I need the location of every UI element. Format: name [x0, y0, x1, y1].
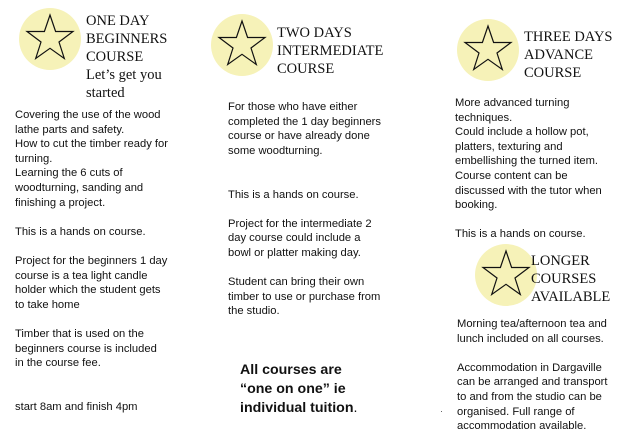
star-icon [462, 23, 514, 75]
course-title-two-days: TWO DAYS INTERMEDIATE COURSE [277, 25, 384, 77]
course-title-longer: LONGER COURSES AVAILABLE [531, 253, 611, 305]
tuition-note: All courses are “one on one” ie individual tuition. [240, 362, 358, 416]
star-icon [216, 18, 268, 70]
course-description-three-days: More advanced turning techniques. Could include a hollow pot, platters, texturing and embellishing the turned item. Course content can be discussed with the tutor when booking. This is a hands on course. [455, 97, 602, 241]
course-title-three-days: THREE DAYS ADVANCE COURSE [524, 29, 613, 81]
course-description-longer: Morning tea/afternoon tea and lunch included on all courses. Accommodation in Dargaville can be arranged and transport to and from the studio can be organised. Full range of accommodation available. [457, 318, 608, 433]
course-description-two-days: For those who have either completed the 1 day beginners course or have already done some woodturning. This is a hands on course. Project for the intermediate 2 day course could include a bowl or platter making day. Student can bring their own timber to use or purchase from the studio. [228, 101, 381, 318]
star-icon [24, 12, 76, 64]
star-icon [480, 248, 532, 300]
course-description-one-day: Covering the use of the wood lathe parts and safety. How to cut the timber ready for turning. Learning the 6 cuts of woodturning, sanding and finishing a project. This is a hands on course. Project for the beginners 1 day course is a tea light candle holder which the student gets to take home Timber that is used on the beginners course is included in the course fee. start 8am and finish 4pm [15, 109, 168, 413]
decorative-dot [441, 411, 442, 412]
course-title-one-day: ONE DAY BEGINNERS COURSE Let’s get you started [86, 13, 168, 101]
